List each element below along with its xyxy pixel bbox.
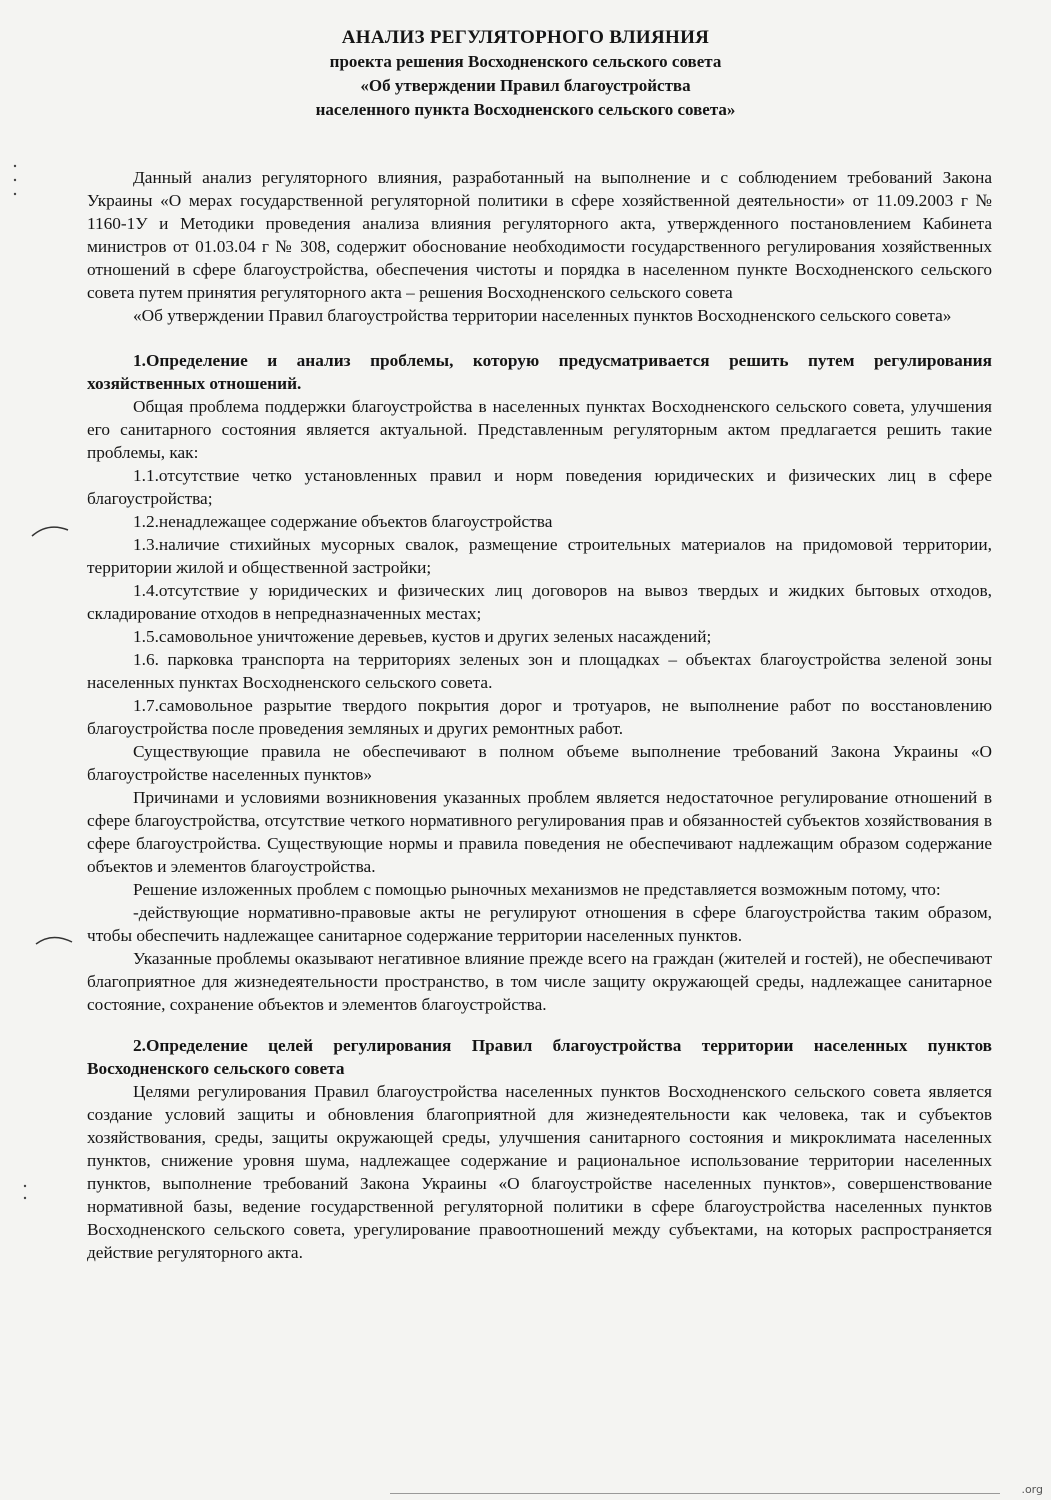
section-2-heading: 2.Определение целей регулирования Правил благоустройства территории населенных пунктов Восходненского сельского совета <box>87 1036 992 1078</box>
scan-mark-dots <box>8 160 22 200</box>
problem-item: 1.5.самовольное уничтожение деревьев, кустов и других зеленых насаждений; <box>133 627 712 646</box>
section-1-paragraph-reasons: Причинами и условиями возникновения указанных проблем является недостаточное регулирование отношений в сфере благоустройства, отсутствие четкого нормативного регулирования прав и обязанностей субъектов хозяйствования в сфере благоустройства. Существующие нормы и правила поведения не обеспечивают надлежащим образом содержание объектов и элементов благоустройства. <box>87 788 992 876</box>
watermark-text: .org <box>1021 1483 1043 1496</box>
problem-item: 1.6. парковка транспорта на территориях зеленых зон и площадках – объектах благоустройства зеленой зоны населенных пунктах Восходненского сельского совета. <box>87 650 992 692</box>
section-1-heading: 1.Определение и анализ проблемы, которую предусматривается решить путем регулирования хозяйственных отношений. <box>87 351 992 393</box>
bottom-rule <box>390 1493 1000 1494</box>
scan-mark-curve <box>34 930 74 950</box>
problem-item: 1.1.отсутствие четко установленных правил и норм поведения юридических и физических лиц в сфере благоустройства; <box>87 466 992 508</box>
section-2-paragraph-goals: Целями регулирования Правил благоустройства населенных пунктов Восходненского сельского совета является создание условий защиты и обновления благоприятной для жизнедеятельности как человека, так и субъектов хозяйствования, среды, защиты окружающей среды, улучшения санитарного состояния и микроклимата населенных пунктов, снижение уровня шума, надлежащее содержание и рациональное использование территории населенных пунктов, выполнение требований Закона Украины «О благоустройстве населенных пунктов», совершенствование нормативной базы, ведение государственной регуляторной политики в сфере благоустройства населенных пунктов Восходненского сельского совета, урегулирование правоотношений между субъектами, на которых распространяется действие регуляторного акта. <box>87 1082 992 1262</box>
document-title-block <box>0 26 1051 122</box>
intro-paragraph-title: «Об утверждении Правил благоустройства территории населенных пунктов Восходненского сельского совета» <box>133 306 952 325</box>
scan-mark-dots <box>18 1180 32 1210</box>
section-1-paragraph-market: Решение изложенных проблем с помощью рыночных механизмов не представляется возможным потому, что: <box>133 880 941 899</box>
problem-item: 1.2.ненадлежащее содержание объектов благоустройства <box>133 512 553 531</box>
section-1-paragraph-impact: Указанные проблемы оказывают негативное влияние прежде всего на граждан (жителей и гостей), не обеспечивают благоприятное для жизнедеятельности пространство, в том числе защиту окружающей среды, надлежащее санитарное состояние, сохранение объектов и элементов благоустройства. <box>87 949 992 1014</box>
document-body <box>87 166 992 1264</box>
document-subtitle-2: «Об утверждении Правил благоустройства <box>360 76 691 95</box>
scan-mark-curve <box>30 520 70 540</box>
problem-item: 1.3.наличие стихийных мусорных свалок, размещение строительных материалов на придомовой территории, территории жилой и общественной застройки; <box>87 535 992 577</box>
intro-paragraph: Данный анализ регуляторного влияния, разработанный на выполнение и с соблюдением требований Закона Украины «О мерах государственной регуляторной политики в сфере хозяйственной деятельности» от 11.09.2003 г № 1160-1У и Методики проведения анализа влияния регуляторного акта, утвержденного постановлением Кабинета министров от 01.03.04 г № 308, содержит обоснование необходимости государственного регулирования хозяйственных отношений в сфере благоустройства, обеспечения чистоты и порядка в населенном пункте Восходненского сельского совета путем принятия регуляторного акта – решения Восходненского сельского совета <box>87 168 992 302</box>
section-1-paragraph-acts: -действующие нормативно-правовые акты не регулируют отношения в сфере благоустройства таким образом, чтобы обеспечить надлежащее санитарное содержание территории населенных пунктов. <box>87 903 992 945</box>
section-1-paragraph-general: Общая проблема поддержки благоустройства в населенных пунктах Восходненского сельского совета, улучшения его санитарного состояния является актуальной. Представленным регуляторным актом предлагается решить такие проблемы, как: <box>87 397 992 462</box>
document-subtitle-3: населенного пункта Восходненского сельского совета» <box>315 100 736 119</box>
document-title: АНАЛИЗ РЕГУЛЯТОРНОГО ВЛИЯНИЯ <box>341 27 710 48</box>
section-1-paragraph-existing: Существующие правила не обеспечивают в полном объеме выполнение требований Закона Украины «О благоустройстве населенных пунктов» <box>87 742 992 784</box>
problem-item: 1.4.отсутствие у юридических и физических лиц договоров на вывоз твердых и жидких бытовых отходов, складирование отходов в непредназначенных местах; <box>87 581 992 623</box>
document-subtitle-1: проекта решения Восходненского сельского совета <box>329 52 722 71</box>
problem-item: 1.7.самовольное разрытие твердого покрытия дорог и тротуаров, не выполнение работ по восстановлению благоустройства после проведения земляных и других ремонтных работ. <box>87 696 992 738</box>
